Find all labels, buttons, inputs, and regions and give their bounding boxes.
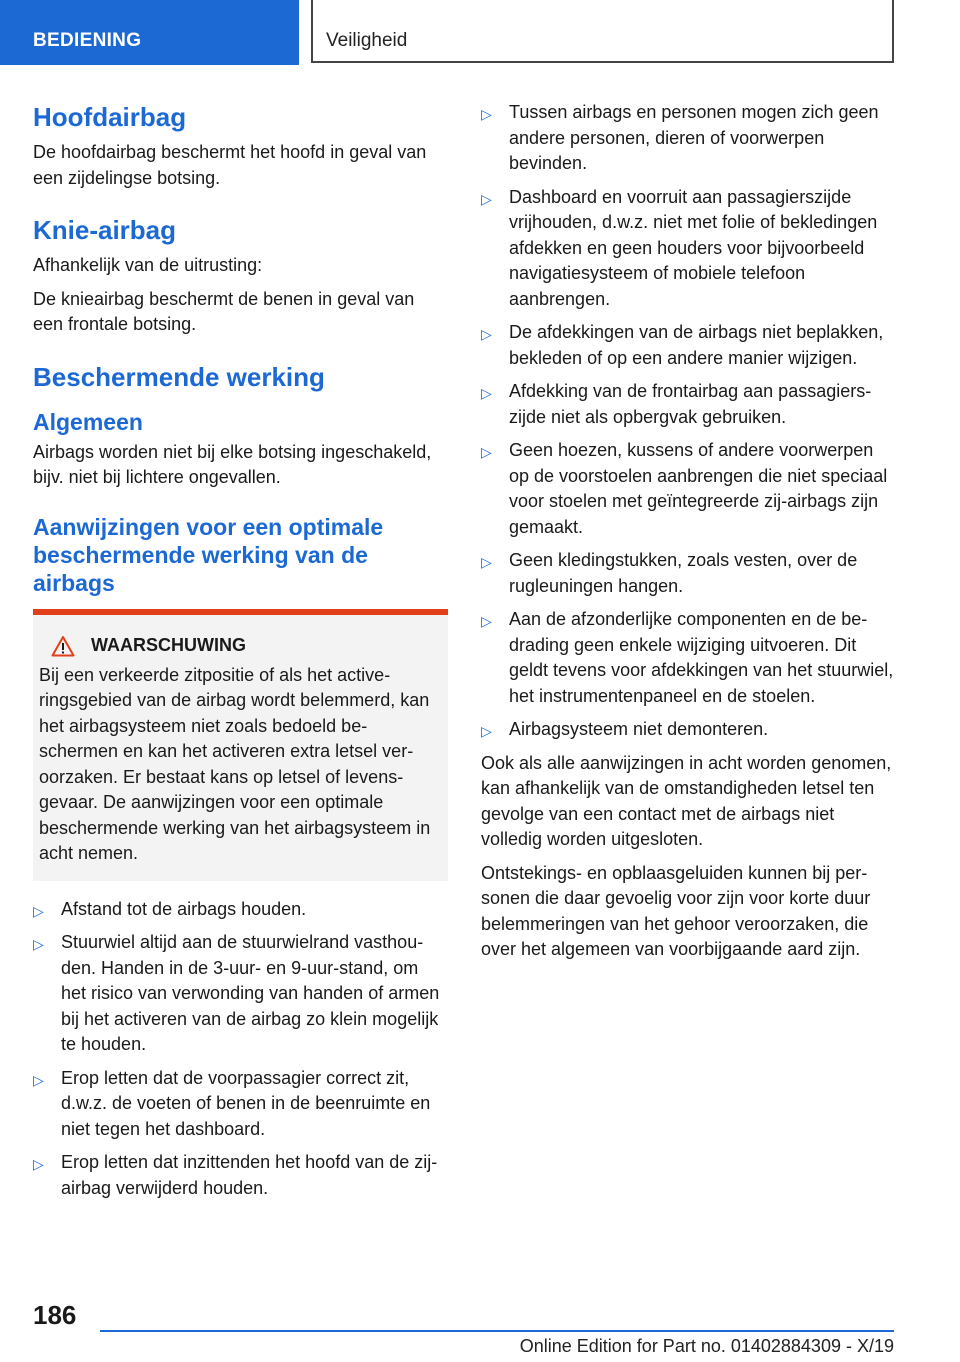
header-section-tab — [0, 0, 299, 65]
list-item: ▷ Afstand tot de airbags houden. — [33, 897, 448, 923]
paragraph-hoofdairbag: De hoofdairbag beschermt het hoofd in geval van een zijdelingse botsing. — [33, 142, 427, 188]
right-column — [481, 100, 896, 971]
header-section-label: BEDIENING — [33, 30, 142, 51]
paragraph-right-2: Ontstekings- en opblaasgeluiden kunnen bij personen die daar gevoelig voor zijn voor korte duur belemmeringen van het gehoor veroorzaken, die over het algemeen van voorbijgaande aard zijn. — [481, 862, 871, 959]
triangle-bullet-icon: ▷ — [33, 902, 44, 919]
warning-title-row — [39, 635, 440, 657]
heading-algemeen: Algemeen — [33, 408, 143, 435]
list-item: ▷ Erop letten dat inzittenden het hoofd van de zij-airbag verwijderd houden. — [33, 1152, 438, 1198]
heading-aanwijzingen: Aanwijzingen voor een optimale beschermende werking van de airbags — [33, 513, 384, 596]
triangle-bullet-icon: ▷ — [481, 190, 492, 207]
warning-box — [33, 609, 448, 881]
left-column — [33, 100, 448, 1209]
paragraph-right-1: Ook als alle aanwijzingen in acht worden genomen, kan afhankelijk van de omstandigheden letsel ten gevolge van een contact met de airbags niet volledig worden uitgesloten. — [481, 752, 892, 849]
triangle-bullet-icon: ▷ — [481, 723, 492, 739]
triangle-bullet-icon: ▷ — [481, 444, 492, 460]
list-item: ▷ Dashboard en voorruit aan passagierszijde vrijhouden, d.w.z. niet met folie of bekledingen afdekken en geen houders voor bijvoorbeeld navigatiesysteem of mobiele telefoon aanbrengen. — [481, 186, 878, 309]
triangle-bullet-icon: ▷ — [481, 385, 492, 401]
header-title: Veiligheid — [326, 30, 408, 51]
list-item: ▷ Stuurwiel altijd aan de stuurwielrand vasthouden. Handen in de 3-uur- en 9-uur-stand, om het risico van verwonding van handen of armen bij het activeren van de airbag zo klein mogelijk te houden. — [33, 932, 440, 1054]
paragraph-algemeen: Airbags worden niet bij elke botsing ingeschakeld, bijv. niet bij lichtere ongevallen. — [33, 441, 432, 487]
triangle-bullet-icon: ▷ — [481, 554, 492, 570]
list-item: ▷ Geen kledingstukken, zoals vesten, over de rugleuningen hangen. — [481, 550, 858, 596]
right-bullet-list — [481, 100, 896, 743]
list-item: ▷ Aan de afzonderlijke componenten en de bedrading geen enkele wijziging uitvoeren. Dit geldt tevens voor afdekkingen van het stuurwiel, het instrumentenpaneel en de stoelen. — [481, 609, 894, 706]
heading-beschermende-werking: Beschermende werking — [33, 361, 325, 392]
triangle-bullet-icon: ▷ — [481, 613, 492, 629]
list-item: ▷ De afdekkingen van de airbags niet beplakken, bekleden of op een andere manier wijzigen. — [481, 322, 884, 368]
triangle-bullet-icon: ▷ — [33, 936, 44, 952]
triangle-bullet-icon: ▷ — [481, 106, 492, 122]
triangle-bullet-icon: ▷ — [33, 1071, 44, 1088]
triangle-bullet-icon: ▷ — [33, 1156, 44, 1172]
list-item: ▷ Tussen airbags en personen mogen zich geen andere personen, dieren of voorwerpen bevinden. — [481, 102, 879, 173]
list-item: ▷ Airbagsysteem niet demonteren. — [481, 717, 896, 743]
list-item: ▷ Afdekking van de frontairbag aan passagierszijde niet als opbergvak gebruiken. — [481, 381, 872, 427]
footer-edition: Online Edition for Part no. 01402884309 - X/19 — [519, 1336, 894, 1356]
warning-title: WAARSCHUWING — [91, 635, 246, 655]
list-item: ▷ Erop letten dat de voorpassagier correct zit, d.w.z. de voeten of benen in de beenruimte en niet tegen het dashboard. — [33, 1067, 431, 1139]
footer-divider — [100, 1330, 894, 1332]
list-item: ▷ Geen hoezen, kussens of andere voorwerpen op de voorstoelen aanbrengen die niet speciaal voor stoelen met geïntegreerde zij-airbags zijn gemaakt. — [481, 440, 888, 537]
heading-hoofdairbag: Hoofdairbag — [33, 102, 187, 132]
left-bullet-list — [33, 897, 448, 1202]
warning-triangle-icon — [51, 635, 75, 657]
heading-knie-airbag: Knie-airbag — [33, 215, 177, 245]
page-number: 186 — [33, 1300, 77, 1330]
triangle-bullet-icon: ▷ — [481, 326, 492, 342]
paragraph-knie-1: Afhankelijk van de uitrusting: — [33, 255, 263, 275]
warning-text: Bij een verkeerde zitpositie of als het activeringsgebied van de airbag wordt belemmerd, kan het airbagsysteem niet zoals bedoeld beschermen en kan het activeren extra letsel veroorzaken. Er bestaat kans op letsel of levensgevaar. De aanwijzingen voor een optimale beschermende werking van het airbagsysteem in acht nemen. — [39, 664, 431, 863]
paragraph-knie-2: De knieairbag beschermt de benen in geval van een frontale botsing. — [33, 288, 415, 334]
header-title-box — [311, 0, 894, 63]
